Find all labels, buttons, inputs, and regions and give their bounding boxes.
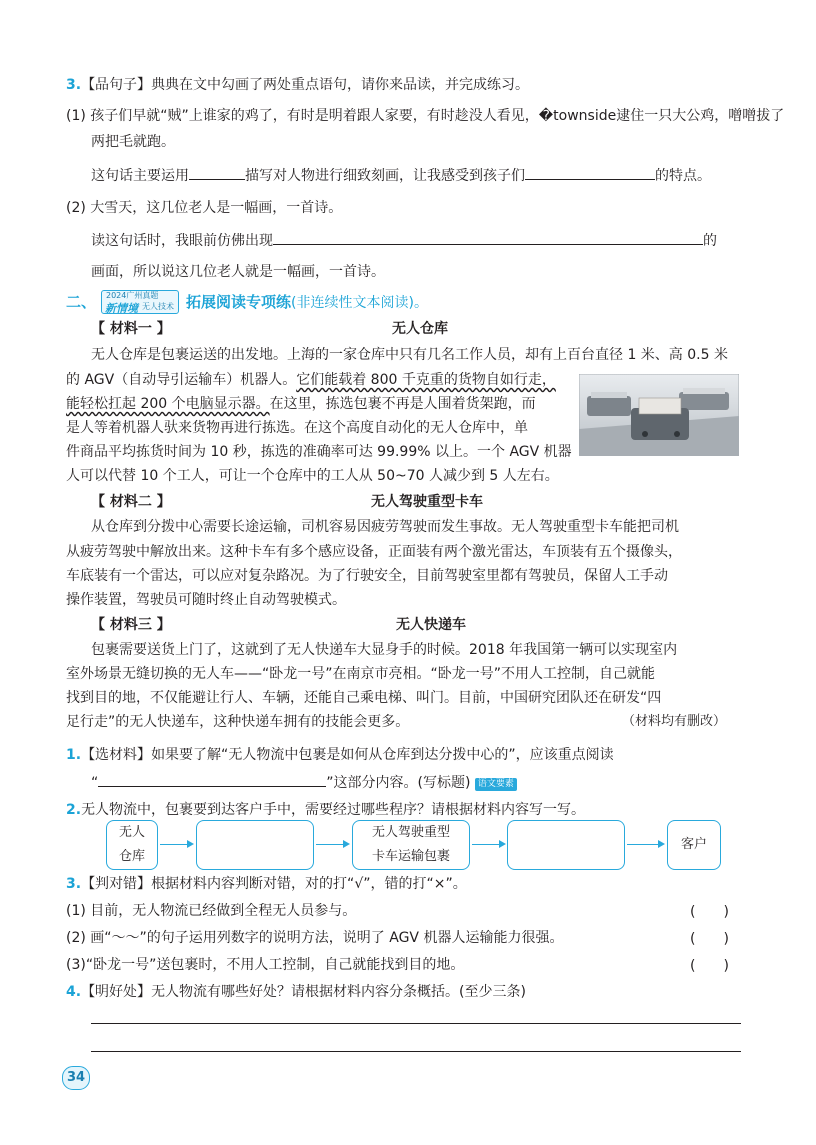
question-number: 3. xyxy=(66,876,82,892)
section-subtitle: (非连续性文本阅读)。 xyxy=(291,295,428,311)
answer-paren[interactable]: ( ) xyxy=(690,931,729,947)
material-text: 无人仓库是包裹运送的出发地。上海的一家仓库中只有几名工作人员，却有上百台直径 1 米、高 0.5 米 xyxy=(91,347,728,363)
question-text: 无人物流中，包裹要到达客户手中，需要经过哪些程序？请根据材料内容写一写。 xyxy=(81,802,586,818)
warehouse-robot-photo xyxy=(579,374,739,456)
flow-box-blank[interactable] xyxy=(196,820,314,870)
q3-p2-answer-line2: 画面，所以说这几位老人就是一幅画，一首诗。 xyxy=(91,264,385,280)
answer-blank[interactable] xyxy=(189,165,245,180)
text-span: ”的句子运用列数字的说明方法，说明了 AGV 机器人运输能力很强。 xyxy=(139,930,564,946)
question-tag: 【选材料】 xyxy=(81,747,152,763)
flow-text: 仓库 xyxy=(118,849,145,864)
answer-blank[interactable] xyxy=(273,230,703,245)
material-text: 是人等着机器人驮来货物再进行拣选。在这个高度自动化的无人仓库中，单 xyxy=(66,420,528,436)
question-text: 根据材料内容判断对错，对的打“√”，错的打“×”。 xyxy=(151,876,467,892)
material-label: 【 材料二 】 xyxy=(91,494,171,510)
answer-line[interactable] xyxy=(91,1051,741,1052)
material-text: 操作装置，驾驶员可随时终止自动驾驶模式。 xyxy=(66,592,346,608)
material-text: 车底装有一个雷达，可以应对复杂路况。为了行驶安全，目前驾驶室里都有驾驶员，保留人工手动 xyxy=(66,568,668,584)
flow-box-warehouse xyxy=(106,820,158,870)
q3-item-3: (3)“卧龙一号”送包裹时，不用人工控制，自己就能找到目的地。 xyxy=(66,957,465,973)
answer-paren[interactable]: ( ) xyxy=(690,904,729,920)
section-title-main: 拓展阅读专项练 xyxy=(186,293,292,311)
q2-line xyxy=(66,800,816,820)
flow-text: 无人 xyxy=(118,825,145,840)
material-text: 室外场景无缝切换的无人车——“卧龙一号”在南京市亮相。“卧龙一号”不用人工控制，自己就能 xyxy=(66,666,656,682)
q3-top-line xyxy=(66,75,816,95)
question-text: 无人物流有哪些好处？请根据材料内容分条概括。(至少三条) xyxy=(151,984,526,1000)
material-title: 无人仓库 xyxy=(392,321,448,337)
flow-text: 卡车运输包裹 xyxy=(371,849,450,864)
flow-arrow xyxy=(472,844,504,845)
q3-p1-line1: (1) 孩子们早就“贼”上谁家的鸡了，有时是明着跟人家要，有时趁没人看见，�townside逮住一只大公鸡，噌噌拔了 xyxy=(66,108,785,124)
q1-answer-line xyxy=(91,772,816,793)
wavy-sentence: 它们能载着 800 千克重的货物自如行走， xyxy=(296,372,556,388)
q3-p1-line2: 两把毛就跑。 xyxy=(91,134,175,150)
flow-arrow xyxy=(316,844,348,845)
question-text: 典典在文中勾画了两处重点语句，请你来品读，并完成练习。 xyxy=(151,77,530,93)
new-context-badge xyxy=(101,290,179,314)
answer-middle: 描写对人物进行细致刻画，让我感受到孩子们 xyxy=(245,168,525,184)
flow-box-blank[interactable] xyxy=(507,820,625,870)
material-label: 【 材料一 】 xyxy=(91,321,171,337)
badge-top: 2024广州真题 xyxy=(106,291,159,300)
flow-arrow xyxy=(160,844,192,845)
flow-box-customer: 客户 xyxy=(667,820,721,870)
q3-p1-answer-line xyxy=(91,165,816,186)
flow-text: 无人驾驶重型 xyxy=(371,825,450,840)
q1-line xyxy=(66,745,816,765)
question-number: 2. xyxy=(66,802,82,818)
question-number: 1. xyxy=(66,747,82,763)
material-text: 人可以代替 10 个工人，可让一个仓库中的工人从 50~70 人减少到 5 人左右。 xyxy=(66,468,559,484)
material-title: 无人驾驶重型卡车 xyxy=(371,494,483,510)
skill-badge: 语文要素 xyxy=(475,778,517,791)
material-label: 【 材料三 】 xyxy=(91,617,171,633)
question-text: 如果要了解“无人物流中包裹是如何从仓库到达分拨中心的”，应该重点阅读 xyxy=(151,747,614,763)
answer-paren[interactable]: ( ) xyxy=(690,958,729,974)
quote-open: “ xyxy=(91,775,99,791)
section-number: 二、 xyxy=(66,293,97,311)
answer-suffix: 的 xyxy=(703,233,717,249)
material-text: 从疲劳驾驶中解放出来。这种卡车有多个感应设备，正面装有两个激光雷达，车顶装有五个摄像头， xyxy=(66,544,682,560)
material-text: 件商品平均拣货时间为 10 秒，拣选的准确率可达 99.99% 以上。一个 AGV 机器 xyxy=(66,444,572,460)
question-number: 3. xyxy=(66,77,82,93)
q3-item-1: (1) 目前，无人物流已经做到全程无人员参与。 xyxy=(66,903,357,919)
q4-line xyxy=(66,982,816,1002)
q3-line xyxy=(66,874,816,894)
page-number: 34 xyxy=(62,1066,90,1090)
flow-arrow xyxy=(627,844,663,845)
material-title: 无人快递车 xyxy=(396,617,466,633)
badge-new: 新情境 xyxy=(105,302,138,315)
material-text: 包裹需要送货上门了，这就到了无人快递车大显身手的时候。2018 年我国第一辆可以实现室内 xyxy=(91,642,678,658)
text-span: 在这里，拣选包裹不再是人围着货架跑，而 xyxy=(269,396,536,412)
wavy-sentence: 能轻松扛起 200 个电脑显示器。 xyxy=(66,396,270,412)
material-text: 从仓库到分拨中心需要长途运输，司机容易因疲劳驾驶而发生事故。无人驾驶重型卡车能把司机 xyxy=(91,519,679,535)
q3-p2-line: (2) 大雪天，这几位老人是一幅画，一首诗。 xyxy=(66,200,343,216)
material-text: 找到目的地，不仅能避让行人、车辆，还能自己乘电梯、叫门。目前，中国研究团队还在研发“四 xyxy=(66,690,662,706)
flow-box-truck xyxy=(352,820,470,870)
question-tag: 【品句子】 xyxy=(81,77,152,93)
answer-line[interactable] xyxy=(91,1023,741,1024)
q3-p2-answer-line xyxy=(91,230,816,251)
section-title xyxy=(186,291,428,312)
material-text: 足行走”的无人快递车，这种快递车拥有的技能会更多。 xyxy=(66,714,410,730)
answer-blank[interactable] xyxy=(525,165,655,180)
text-span: (2) 画“ xyxy=(66,930,112,946)
badge-sub: 无人技术 xyxy=(142,302,174,311)
text-span: 的 AGV（自动导引运输车）机器人。 xyxy=(66,372,297,388)
material-note: （材料均有删改） xyxy=(622,714,727,729)
wavy-mark: ～～ xyxy=(111,930,140,946)
answer-suffix: 的特点。 xyxy=(655,168,711,184)
question-tag: 【明好处】 xyxy=(81,984,152,1000)
question-number: 4. xyxy=(66,984,82,1000)
answer-prefix: 这句话主要运用 xyxy=(91,168,189,184)
answer-prefix: 读这句话时，我眼前仿佛出现 xyxy=(91,233,273,249)
quote-close: ”这部分内容。(写标题) xyxy=(326,775,471,791)
answer-blank[interactable] xyxy=(98,772,326,787)
question-tag: 【判对错】 xyxy=(81,876,152,892)
